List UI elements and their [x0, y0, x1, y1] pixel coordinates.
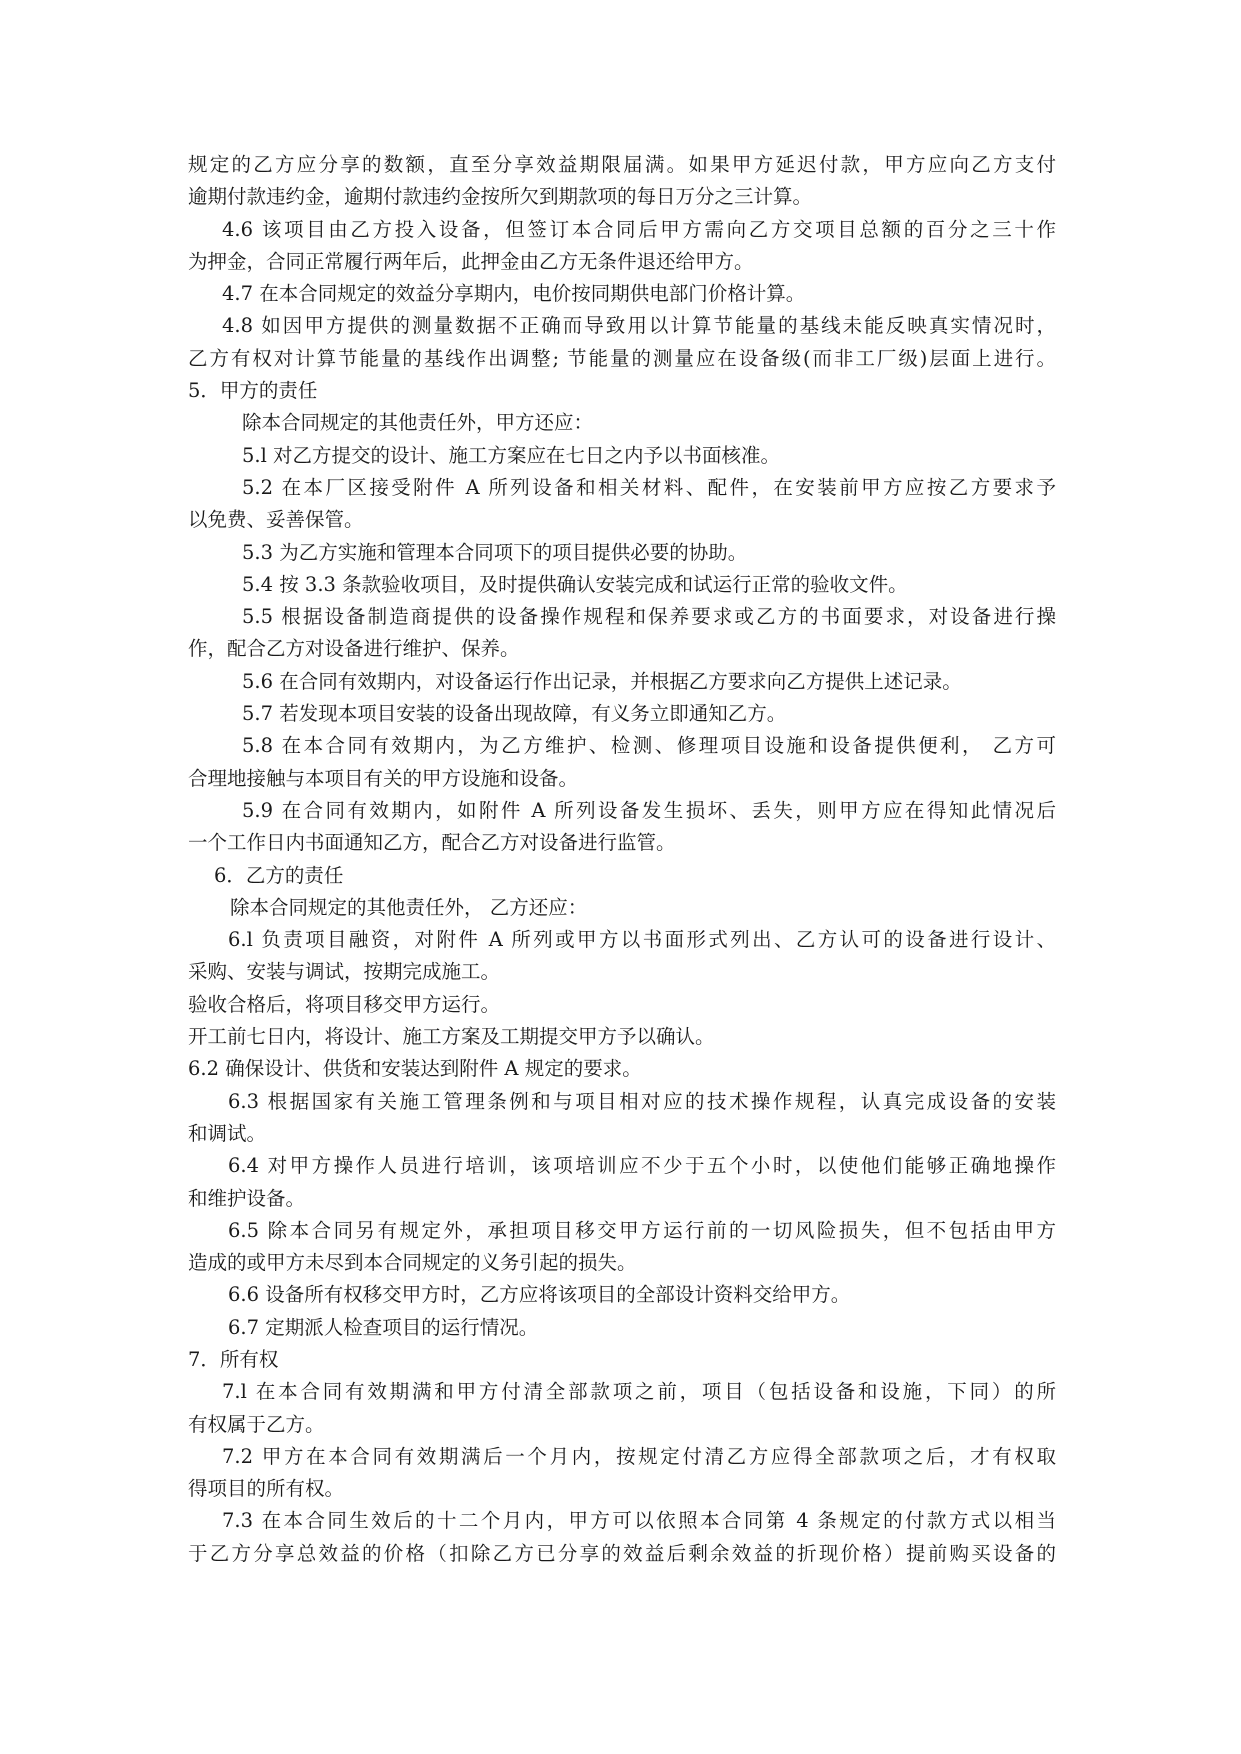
text-line: 5.3 为乙方实施和管理本合同项下的项目提供必要的协助。 — [242, 540, 748, 564]
text-line: 5.l 对乙方提交的设计、施工方案应在七日之内予以书面核准。 — [242, 443, 781, 467]
text-line: 逾期付款违约金，逾期付款违约金按所欠到期款项的每日万分之三计算。 — [188, 185, 813, 209]
text-line: 除本合同规定的其他责任外， 乙方还应： — [230, 895, 588, 919]
text-line: 4.7 在本合同规定的效益分享期内，电价按同期供电部门价格计算。 — [222, 282, 806, 306]
text-line: 和维护设备。 — [188, 1186, 306, 1210]
text-line: 5.6 在合同有效期内，对设备运行作出记录，并根据乙方要求向乙方提供上述记录。 — [242, 669, 962, 693]
text-line: 6.2 确保设计、供货和安装达到附件 A 规定的要求。 — [188, 1057, 642, 1081]
text-line: 5.7 若发现本项目安装的设备出现故障，有义务立即通知乙方。 — [242, 702, 787, 726]
text-line: 5．甲方的责任 — [188, 379, 318, 403]
text-line: 合理地接触与本项目有关的甲方设施和设备。 — [188, 766, 579, 790]
text-line: 6.5 除本合同另有规定外，承担项目移交甲方运行前的一切风险损失，但不包括由甲方 — [228, 1218, 1056, 1242]
text-line: 于乙方分享总效益的价格（扣除乙方已分享的效益后剩余效益的折现价格）提前购买设备的 — [188, 1541, 1056, 1565]
text-line: 开工前七日内，将设计、施工方案及工期提交甲方予以确认。 — [188, 1025, 715, 1049]
text-line: 一个工作日内书面通知乙方，配合乙方对设备进行监管。 — [188, 831, 676, 855]
text-line: 5.2 在本厂区接受附件 A 所列设备和相关材料、配件，在安装前甲方应按乙方要求予 — [242, 475, 1056, 499]
text-line: 5.4 按 3.3 条款验收项目，及时提供确认安装完成和试运行正常的验收文件。 — [242, 572, 908, 596]
text-line: 5.9 在合同有效期内，如附件 A 所列设备发生损坏、丢失，则甲方应在得知此情况后 — [242, 798, 1056, 822]
text-line: 得项目的所有权。 — [188, 1477, 345, 1501]
text-line: 以免费、妥善保管。 — [188, 508, 364, 532]
text-line: 造成的或甲方未尽到本合同规定的义务引起的损失。 — [188, 1251, 637, 1275]
text-line: 4.6 该项目由乙方投入设备，但签订本合同后甲方需向乙方交项目总额的百分之三十作 — [222, 217, 1056, 241]
text-line: 6．乙方的责任 — [214, 863, 344, 887]
text-line: 6.l 负责项目融资，对附件 A 所列或甲方以书面形式列出、乙方认可的设备进行设计、 — [228, 928, 1056, 952]
text-line: 和调试。 — [188, 1121, 267, 1145]
text-line: 验收合格后，将项目移交甲方运行。 — [188, 992, 501, 1016]
text-line: 6.3 根据国家有关施工管理条例和与项目相对应的技术操作规程，认真完成设备的安装 — [228, 1089, 1056, 1113]
text-line: 6.7 定期派人检查项目的运行情况。 — [228, 1315, 539, 1339]
text-line: 7.2 甲方在本合同有效期满后一个月内，按规定付清乙方应得全部款项之后，才有权取 — [222, 1444, 1056, 1468]
text-line: 有权属于乙方。 — [188, 1412, 325, 1436]
text-line: 规定的乙方应分享的数额，直至分享效益期限届满。如果甲方延迟付款，甲方应向乙方支付 — [188, 153, 1056, 176]
text-line: 采购、安装与调试，按期完成施工。 — [188, 960, 501, 984]
text-line: 7．所有权 — [188, 1347, 279, 1371]
text-line: 6.6 设备所有权移交甲方时，乙方应将该项目的全部设计资料交给甲方。 — [228, 1283, 851, 1307]
text-line: 6.4 对甲方操作人员进行培训，该项培训应不少于五个小时，以使他们能够正确地操作 — [228, 1154, 1056, 1178]
text-line: 除本合同规定的其他责任外，甲方还应： — [242, 411, 594, 435]
text-line: 5.8 在本合同有效期内，为乙方维护、检测、修理项目设施和设备提供便利， 乙方可 — [242, 734, 1056, 758]
text-line: 作，配合乙方对设备进行维护、保养。 — [188, 637, 520, 661]
text-line: 4.8 如因甲方提供的测量数据不正确而导致用以计算节能量的基线未能反映真实情况时， — [222, 314, 1056, 338]
text-line: 乙方有权对计算节能量的基线作出调整; 节能量的测量应在设备级(而非工厂级)层面上进行。 — [188, 346, 1056, 370]
text-line: 5.5 根据设备制造商提供的设备操作规程和保养要求或乙方的书面要求，对设备进行操 — [242, 605, 1056, 629]
text-line: 7.3 在本合同生效后的十二个月内，甲方可以依照本合同第 4 条规定的付款方式以相当 — [222, 1509, 1056, 1533]
contract-text-body — [188, 149, 1056, 1570]
text-line: 为押金，合同正常履行两年后，此押金由乙方无条件退还给甲方。 — [188, 249, 754, 273]
text-line: 7.l 在本合同有效期满和甲方付清全部款项之前，项目（包括设备和设施，下同）的所 — [222, 1380, 1056, 1404]
